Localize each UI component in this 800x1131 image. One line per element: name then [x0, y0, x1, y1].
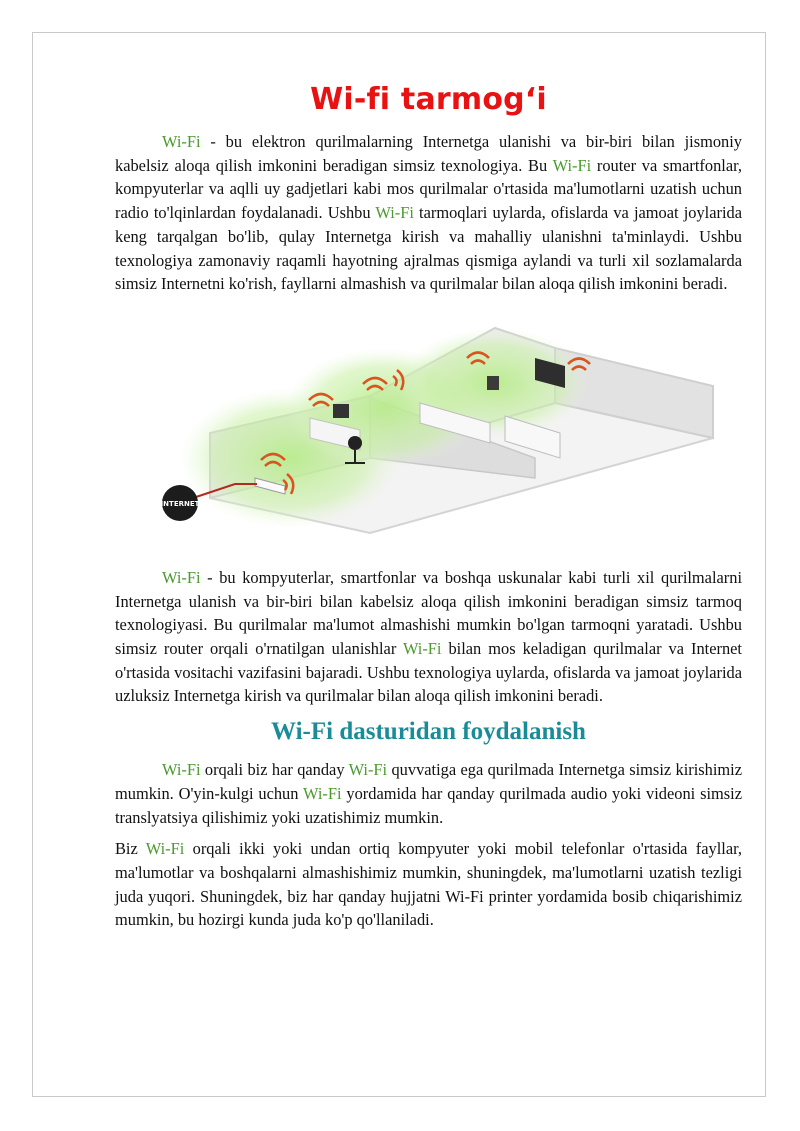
wifi-term: Wi-Fi [348, 760, 388, 780]
wifi-term: Wi-Fi [552, 155, 592, 175]
wifi-term: Wi-Fi [145, 839, 185, 859]
paragraph-usage [115, 758, 742, 829]
page-title: Wi-fi tarmog‘i [310, 82, 547, 117]
paragraph-text: Biz [115, 839, 146, 859]
section-heading: Wi-Fi dasturidan foydalanish [271, 718, 586, 746]
tablet [487, 376, 499, 390]
wifi-term: Wi-Fi [162, 760, 201, 780]
paragraph-text: - bu kompyuterlar, smartfonlar va boshqa uskunalar kabi turli xil qurilmalarni Internetga ulanish va bir-biri bilan kabelsiz aloqa qilish imkonini beradigan simsiz tarmoq texnologiyasi. Bu qurilmalar ma'lumot almashishi mumkin bo'lgan tarmoqni yaratadi. Ushbu simsiz router orqali o'rnatilgan ulanishlar [115, 567, 742, 659]
paragraph-text: yordamida har qanday qurilmada audio yoki videoni simsiz translyatsiya qilishimiz yoki uzatishimiz mumkin. [115, 783, 742, 827]
monitor [333, 404, 349, 418]
paragraph-sharing [115, 837, 742, 932]
wifi-term: Wi-Fi [162, 567, 201, 587]
paragraph-text: tarmoqlari uylarda, ofislarda va jamoat joylarida keng tarqalgan bo'lib, qulay Internetga kirish va mahalliy ulanishni ta'minlaydi. Ushbu texnologiya zamonaviy raqamli hayotning ajralmas qismiga aylandi va turli xil sozlamalarda simsiz Internetni ko'rish, fayllarni almashish va qurilmalar bilan aloqa qilish imkonini beradi. [115, 203, 742, 294]
house-diagram-svg [115, 308, 742, 556]
wifi-term: Wi-Fi [402, 639, 442, 659]
paragraph-gap [115, 829, 742, 837]
paragraph-definition [115, 566, 742, 708]
wifi-house-illustration [115, 308, 742, 556]
paragraph-text: bilan mos keladigan qurilmalar va Internet o'rtasida vositachi vazifasini bajaradi. Ushbu texnologiya uylarda, ofislarda va jamoat joylarida uzluksiz Internetga kirish va qurilmalar bilan aloqa qilish imkonini beradi. [115, 639, 742, 706]
paragraph-text: quvvatiga ega qurilmada Internetga simsiz kirishimiz mumkin. O'yin-kulgi uchun [115, 760, 742, 803]
wifi-term: Wi-Fi [162, 132, 201, 151]
document-body [115, 80, 742, 932]
paragraph-text: orqali ikki yoki undan ortiq kompyuter yoki mobil telefonlar o'rtasida fayllar, ma'lumotlar va boshqalarni almashishimiz mumkin, shuningdek, ma'lumotlarni uzatish tezligi juda yuqori. Shuningdek, biz har qanday hujjatni Wi-Fi printer yordamida bosib chiqarishimiz mumkin, bu hozirgi kunda juda ko'p qo'llaniladi. [115, 839, 742, 930]
office-chair [348, 436, 362, 450]
paragraph-text: - bu elektron qurilmalarning Internetga ulanishi va bir-biri bilan jismoniy kabelsiz aloqa qilish imkonini beradigan simsiz texnologiya. Bu [115, 132, 742, 175]
paragraph-text: router va smartfonlar, kompyuterlar va aqlli uy gadjetlari kabi mos qurilmalar o'rtasida ma'lumotlarni uzatish uchun radio to'lqinlardan foydalanadi. Ushbu [115, 155, 742, 223]
wifi-term: Wi-Fi [375, 203, 414, 223]
wifi-term: Wi-Fi [303, 783, 342, 803]
paragraph-intro [115, 130, 742, 296]
internet-label: INTERNET [160, 499, 200, 508]
paragraph-text: orqali biz har qanday [200, 760, 349, 780]
